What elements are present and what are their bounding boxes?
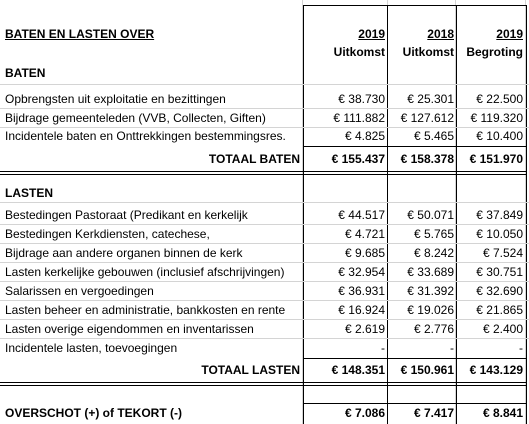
grid-row-line [0, 319, 529, 320]
column-border [526, 5, 527, 424]
row-value: € 19.026 [407, 303, 454, 317]
total-value: € 150.961 [400, 363, 454, 377]
total-value: € 148.351 [331, 363, 385, 377]
column-border [303, 5, 304, 424]
result-value: € 7.086 [344, 406, 385, 420]
row-value: € 5.765 [413, 227, 454, 241]
grid-row-line [0, 108, 529, 109]
row-value: € 4.721 [344, 227, 385, 241]
year-col-3: 2019 [496, 27, 523, 41]
section-divider [0, 174, 527, 175]
row-label: Lasten kerkelijke gebouwen (inclusief afschrijvingen) [5, 265, 285, 279]
type-col-2: Uitkomst [402, 45, 454, 59]
result-value: € 7.417 [413, 406, 454, 420]
row-value: € 33.689 [407, 265, 454, 279]
section-divider [0, 382, 527, 383]
row-value: - [381, 341, 385, 355]
grid-row-line [0, 127, 529, 128]
row-label: Lasten beheer en administratie, bankkosten en rente [5, 303, 286, 317]
row-value: € 2.400 [482, 322, 523, 336]
section-divider [0, 385, 527, 386]
type-col-3: Begroting [466, 45, 523, 59]
row-label: Bestedingen Pastoraat (Predikant en kerkelijk [5, 208, 248, 222]
top-border [303, 5, 527, 6]
baten-heading: BATEN [5, 66, 46, 80]
result-label: OVERSCHOT (+) of TEKORT (-) [5, 406, 182, 420]
row-value: € 22.500 [476, 92, 523, 106]
lasten-heading: LASTEN [5, 186, 53, 200]
row-value: € 25.301 [407, 92, 454, 106]
row-value: € 10.400 [476, 129, 523, 143]
row-value: - [519, 341, 523, 355]
year-col-1: 2019 [358, 27, 385, 41]
row-value: € 5.465 [413, 129, 454, 143]
grid-row-line [0, 202, 529, 203]
row-value: € 31.392 [407, 284, 454, 298]
row-value: € 127.612 [400, 111, 454, 125]
row-value: € 10.050 [476, 227, 523, 241]
row-value: € 2.776 [413, 322, 454, 336]
grid-row-line [0, 243, 529, 244]
grid-row-line [0, 338, 529, 339]
row-value: € 44.517 [338, 208, 385, 222]
grid-row-line [0, 300, 529, 301]
row-value: - [450, 341, 454, 355]
row-value: € 7.524 [482, 246, 523, 260]
row-label: Bestedingen Kerkdiensten, catechese, [5, 227, 210, 241]
row-value: € 36.931 [338, 284, 385, 298]
row-value: € 32.954 [338, 265, 385, 279]
total-value: € 158.378 [400, 152, 454, 166]
row-value: € 50.071 [407, 208, 454, 222]
row-value: € 2.619 [344, 322, 385, 336]
row-label: Incidentele lasten, toevoegingen [5, 341, 178, 355]
row-value: € 16.924 [338, 303, 385, 317]
row-value: € 30.751 [476, 265, 523, 279]
row-value: € 111.882 [333, 111, 385, 125]
grid-row-line [0, 281, 529, 282]
row-label: Salarissen en vergoedingen [5, 284, 154, 298]
table-title: BATEN EN LASTEN OVER [5, 27, 155, 41]
total-top-border [303, 146, 527, 147]
result-value: € 8.841 [482, 406, 523, 420]
total-value: € 155.437 [331, 152, 385, 166]
total-baten-label: TOTAAL BATEN [208, 152, 300, 166]
row-value: € 8.242 [413, 246, 454, 260]
total-top-border [303, 358, 527, 359]
row-value: € 37.849 [476, 208, 523, 222]
result-top-border [303, 403, 527, 404]
section-divider [0, 171, 527, 172]
type-col-1: Uitkomst [333, 45, 385, 59]
grid-row-line [0, 84, 529, 85]
grid-row-line [0, 224, 529, 225]
row-label: Lasten overige eigendommen en inventarissen [5, 322, 254, 336]
row-value: € 38.730 [338, 92, 385, 106]
year-col-2: 2018 [427, 27, 454, 41]
row-label: Bijdrage aan andere organen binnen de kerk [5, 246, 243, 260]
total-value: € 151.970 [469, 152, 523, 166]
row-value: € 119.320 [470, 111, 523, 125]
row-label: Opbrengsten uit exploitatie en bezittingen [5, 92, 226, 106]
row-value: € 32.690 [476, 284, 523, 298]
row-label: Bijdrage gemeenteleden (VVB, Collecten, Giften) [5, 111, 266, 125]
row-value: € 21.865 [476, 303, 523, 317]
row-label: Incidentele baten en Onttrekkingen bestemmingsres. [5, 129, 286, 143]
row-value: € 4.825 [344, 129, 385, 143]
grid-row-line [0, 262, 529, 263]
total-value: € 143.129 [469, 363, 523, 377]
row-value: € 9.685 [344, 246, 385, 260]
total-lasten-label: TOTAAL LASTEN [201, 363, 300, 377]
